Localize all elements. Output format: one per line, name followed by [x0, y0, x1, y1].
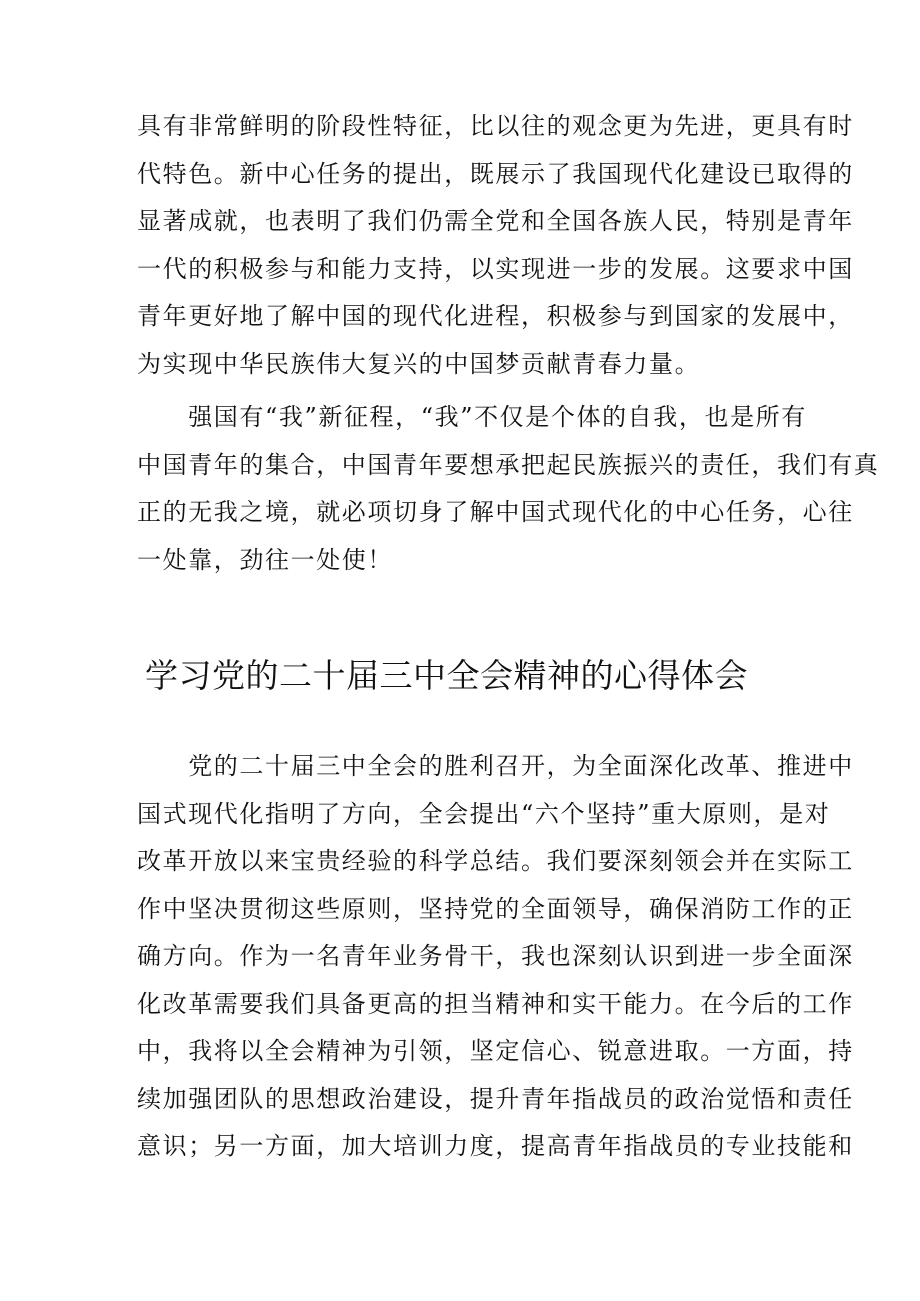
text-line: 改革开放以来宝贵经验的科学总结。我们要深刻领会并在实际工: [137, 847, 854, 875]
text-line: 意识；另一方面，加大培训力度，提高青年指战员的专业技能和: [137, 1132, 854, 1160]
text-line: 一处靠，劲往一处使！: [137, 545, 393, 574]
text-line: 显著成就，也表明了我们仍需全党和全国各族人民，特别是青年: [137, 207, 854, 235]
text-line: 党的二十届三中全会的胜利召开，为全面深化改革、推进中: [137, 752, 854, 780]
text-line: 为实现中华民族伟大复兴的中国梦贡献青春力量。: [137, 349, 701, 378]
paragraph-strong-nation: [137, 394, 880, 584]
text-line: 续加强团队的思想政治建设，提升青年指战员的政治觉悟和责任: [137, 1084, 854, 1113]
text-line: 确方向。作为一名青年业务骨干，我也深刻认识到进一步全面深: [137, 942, 854, 970]
paragraph-continuation: [137, 103, 854, 388]
text-line: 具有非常鲜明的阶段性特征，比以往的观念更为先进，更具有时: [137, 112, 854, 140]
text-line: 代特色。新中心任务的提出，既展示了我国现代化建设已取得的: [137, 159, 854, 188]
text-line: 正的无我之境，就必项切身了解中国式现代化的中心任务，心往: [137, 498, 854, 526]
paragraph-plenary: [137, 743, 854, 1171]
text-line: 国式现代化指明了方向，全会提出“六个坚持”重大原则，是对: [137, 799, 831, 828]
text-line: 中，我将以全会精神为引领，坚定信心、锐意进取。一方面，持: [137, 1037, 854, 1065]
section-heading: 学习党的二十届三中全会精神的心得体会: [145, 656, 748, 695]
text-line: 强国有“我”新征程，“我”不仅是个体的自我，也是所有: [137, 403, 807, 431]
text-line: 化改革需要我们具备更高的担当精神和实干能力。在今后的工作: [137, 989, 854, 1018]
text-line: 一代的积极参与和能力支持，以实现进一步的发展。这要求中国: [137, 254, 854, 283]
text-line: 中国青年的集合，中国青年要想承把起民族振兴的责任，我们有真: [137, 450, 880, 479]
text-line: 青年更好地了解中国的现代化进程，积极参与到国家的发展中，: [137, 302, 854, 330]
text-line: 作中坚决贯彻这些原则，坚持党的全面领导，确保消防工作的正: [137, 894, 854, 923]
